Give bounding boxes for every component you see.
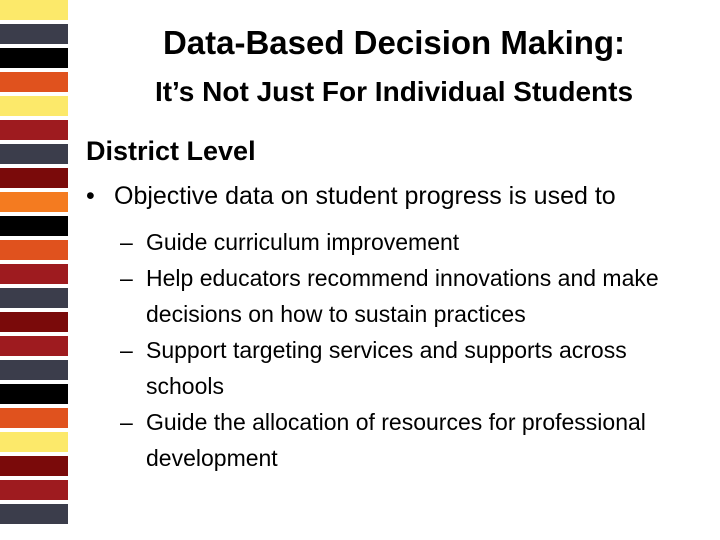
slide-content: [68, 0, 720, 540]
stripe-segment: [0, 24, 68, 44]
stripe-segment: [0, 192, 68, 212]
slide-subtitle: It’s Not Just For Individual Students: [154, 76, 634, 107]
stripe-segment: [0, 480, 68, 500]
stripe-segment: [0, 264, 68, 284]
bullet-marker: •: [86, 182, 95, 210]
stripe-gap: [0, 524, 68, 528]
sub-bullet-text: Guide the allocation of resources for professional development: [146, 409, 646, 471]
decorative-stripe-bar: [0, 0, 68, 540]
section-heading: District Level: [86, 136, 256, 166]
sub-bullet-item: [120, 332, 710, 404]
stripe-segment: [0, 504, 68, 524]
stripe-segment: [0, 168, 68, 188]
stripe-segment: [0, 144, 68, 164]
sub-bullet-text: Help educators recommend innovations and make decisions on how to sustain practices: [146, 265, 659, 327]
slide-title: Data-Based Decision Making:: [162, 24, 626, 61]
stripe-segment: [0, 216, 68, 236]
stripe-segment: [0, 360, 68, 380]
dash-marker: –: [120, 229, 133, 255]
stripe-segment: [0, 96, 68, 116]
dash-marker: –: [120, 337, 133, 363]
stripe-segment: [0, 312, 68, 332]
sub-bullet-text: Guide curriculum improvement: [146, 229, 460, 255]
stripe-segment: [0, 0, 68, 20]
stripe-segment: [0, 240, 68, 260]
stripe-segment: [0, 288, 68, 308]
stripe-segment: [0, 120, 68, 140]
sub-bullet-item: [120, 260, 710, 332]
sub-bullet-item: [120, 224, 710, 260]
stripe-segment: [0, 432, 68, 452]
sub-bullet-text: Support targeting services and supports across schools: [146, 337, 627, 399]
stripe-segment: [0, 384, 68, 404]
stripe-segment: [0, 456, 68, 476]
bullet-item: [86, 182, 616, 211]
bullet-text: Objective data on student progress is used to: [114, 182, 616, 210]
dash-marker: –: [120, 409, 133, 435]
stripe-segment: [0, 48, 68, 68]
stripe-segment: [0, 72, 68, 92]
stripe-segment: [0, 336, 68, 356]
dash-marker: –: [120, 265, 133, 291]
stripe-segment: [0, 408, 68, 428]
sub-bullet-item: [120, 404, 710, 476]
sub-bullet-list: [120, 224, 710, 476]
